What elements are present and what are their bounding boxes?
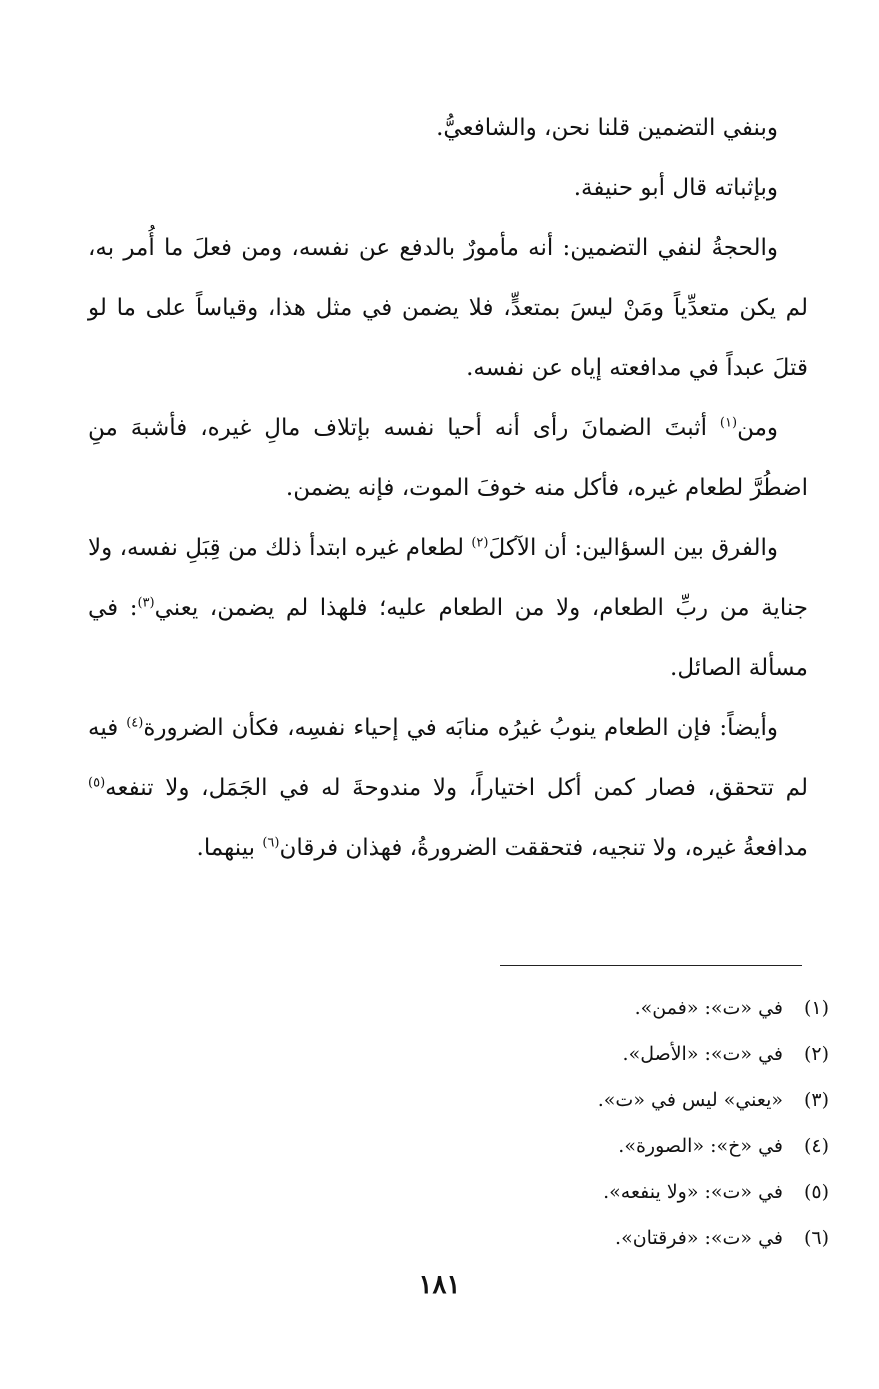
- footnote-item: [269, 1031, 829, 1077]
- text-run: : في مسألة الصائل.: [88, 595, 808, 681]
- page-number: ١٨١: [418, 1270, 461, 1300]
- footnote-item: [269, 1215, 829, 1261]
- footnote-marker[interactable]: (٥): [88, 775, 106, 791]
- footnote-divider: [500, 965, 802, 966]
- text-run: لطعام غيره ابتدأ ذلك من قِبَلِ نفسه، ولا جناية من ربِّ الطعام، ولا من الطعام عليه؛ فلهذا لم يضمن، يعني: [88, 535, 808, 621]
- footnote-marker[interactable]: (٤): [126, 715, 144, 731]
- footnote-number: (٥): [803, 1181, 829, 1203]
- footnotes-list: [269, 985, 829, 1261]
- paragraph: [88, 398, 808, 518]
- footnote-text: في «ت»: «فمن».: [634, 997, 783, 1019]
- footnote-number: (٢): [803, 1043, 829, 1065]
- paragraph: والحجةُ لنفي التضمين: أنه مأمورٌ بالدفع عن نفسه، ومن فعلَ ما أُمر به، لم يكن متعدِّياً ومَنْ ليسَ بمتعدٍّ، فلا يضمن في مثل هذا، وقياساً على ما لو قتلَ عبداً في مدافعته إياه عن نفسه.: [88, 235, 808, 381]
- footnote-item: [269, 1077, 829, 1123]
- footnote-item: [269, 1169, 829, 1215]
- paragraph: وبنفي التضمين قلنا نحن، والشافعيُّ.: [436, 115, 778, 141]
- footnote-text: في «خ»: «الصورة».: [618, 1135, 783, 1157]
- paragraph: [88, 698, 808, 878]
- footnote-number: (١): [803, 997, 829, 1019]
- footnote-marker[interactable]: (٦): [262, 835, 280, 851]
- footnote-text: في «ت»: «الأصل».: [622, 1043, 783, 1065]
- paragraph: [88, 518, 808, 698]
- text-run: مدافعةُ غيره، ولا تنجيه، فتحققت الضرورةُ، فهذان فرقان: [279, 835, 808, 861]
- main-text: [88, 98, 808, 878]
- text-run: فيه لم تتحقق، فصار كمن أكل اختياراً، ولا مندوحةَ له في الجَمَل، ولا تنفعه: [88, 715, 808, 801]
- footnote-text: في «ت»: «فرقتان».: [615, 1227, 783, 1249]
- text-run: والفرق بين السؤالين: أن الآكلَ: [488, 535, 778, 561]
- text-run: ومن: [737, 415, 778, 441]
- footnote-number: (٦): [803, 1227, 829, 1249]
- footnote-item: [269, 985, 829, 1031]
- footnote-marker[interactable]: (١): [719, 415, 738, 431]
- text-run: بينهما.: [196, 835, 263, 861]
- paragraph: وبإثباته قال أبو حنيفة.: [573, 175, 778, 201]
- footnote-number: (٤): [803, 1135, 829, 1157]
- footnote-marker[interactable]: (٣): [137, 595, 155, 611]
- text-run: أثبتَ الضمانَ رأى أنه أحيا نفسه بإتلاف مالِ غيره، فأشبهَ منِ اضطُرَّ لطعام غيره، فأكل منه خوفَ الموت، فإنه يضمن.: [88, 415, 808, 501]
- footnote-text: في «ت»: «ولا ينفعه».: [603, 1181, 783, 1203]
- footnote-marker[interactable]: (٢): [471, 535, 489, 551]
- footnote-text: «يعني» ليس في «ت».: [597, 1089, 783, 1111]
- footnote-item: [269, 1123, 829, 1169]
- text-run: وأيضاً: فإن الطعام ينوبُ غيرُه منابَه في إحياء نفسِه، فكأن الضرورة: [143, 715, 779, 741]
- footnote-number: (٣): [803, 1089, 829, 1111]
